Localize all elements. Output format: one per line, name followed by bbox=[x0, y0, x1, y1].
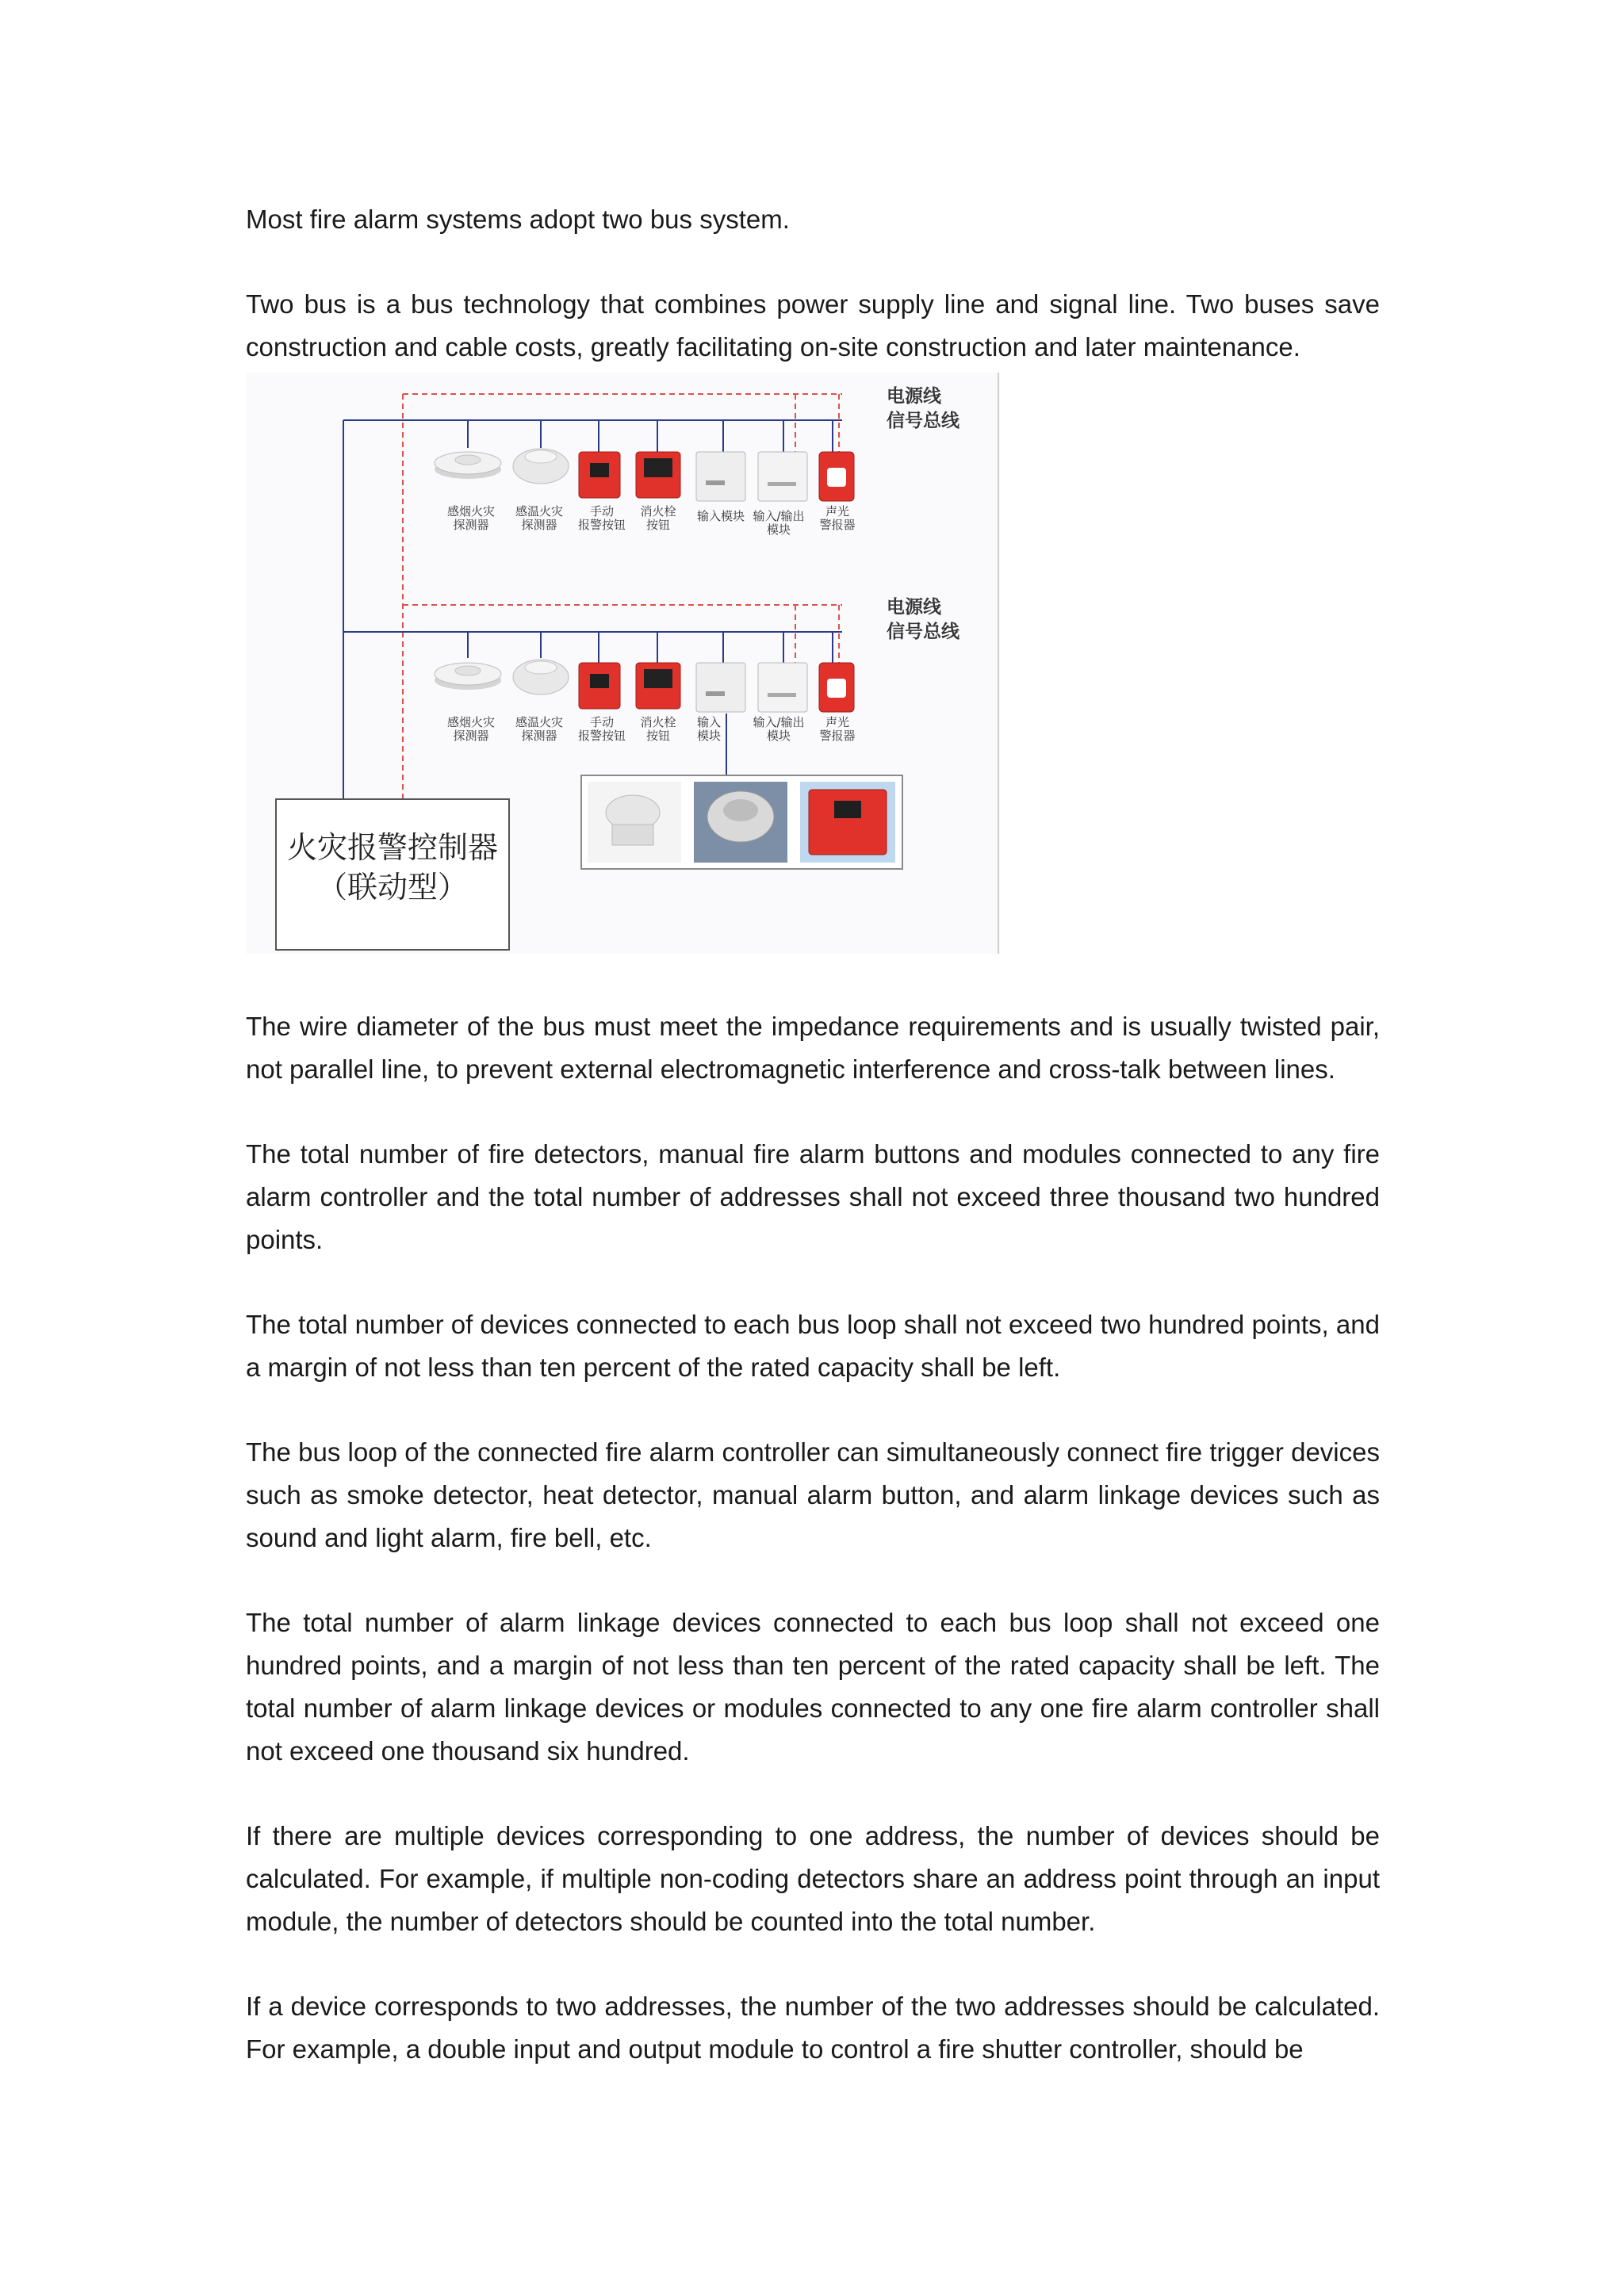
paragraph-5: The total number of devices connected to each bus loop shall not exceed two hundred points, and a margin of not less than ten percent of the rated capacity shall be left. bbox=[246, 1310, 1380, 1382]
svg-text:警报器: 警报器 bbox=[819, 729, 856, 743]
paragraph-7: The total number of alarm linkage devices connected to each bus loop shall not exceed one hundred points, and a margin of not less than ten percent of the rated capacity shall be left. The total number of alarm linkage devices or modules connected to any one fire alarm controller shall not exceed one thousand six hundred. bbox=[246, 1608, 1380, 1766]
hydrant-button-icon bbox=[636, 663, 680, 709]
svg-text:消火栓: 消火栓 bbox=[640, 504, 676, 519]
svg-text:探测器: 探测器 bbox=[453, 518, 489, 532]
paragraph-2: Two bus is a bus technology that combines power supply line and signal line. Two buses save construction and cable costs, greatly facilitating on-site construction and later maintenance. bbox=[246, 289, 1380, 362]
manual-alarm-button-icon bbox=[579, 663, 620, 709]
sound-light-alarm-icon bbox=[819, 452, 854, 501]
controller-label-line1: 火灾报警控制器 bbox=[286, 830, 499, 865]
row1-signal-bus-label: 信号总线 bbox=[887, 411, 959, 431]
svg-text:报警按钮: 报警按钮 bbox=[577, 729, 626, 743]
svg-text:探测器: 探测器 bbox=[453, 729, 489, 743]
svg-text:探测器: 探测器 bbox=[521, 729, 557, 743]
svg-text:手动: 手动 bbox=[589, 504, 615, 519]
svg-text:报警按钮: 报警按钮 bbox=[577, 518, 626, 532]
non-coding-detectors-box bbox=[581, 775, 902, 869]
smoke-detector-icon bbox=[435, 663, 501, 690]
svg-text:按钮: 按钮 bbox=[645, 518, 671, 532]
svg-text:输入: 输入 bbox=[696, 715, 722, 729]
controller-label-line2: （联动型） bbox=[316, 870, 469, 905]
svg-text:消火栓: 消火栓 bbox=[640, 715, 676, 729]
svg-text:输入/输出: 输入/输出 bbox=[753, 509, 805, 523]
svg-text:感烟火灾: 感烟火灾 bbox=[446, 504, 496, 519]
input-output-module-icon bbox=[758, 663, 807, 712]
sound-light-alarm-icon bbox=[819, 663, 854, 712]
svg-text:手动: 手动 bbox=[589, 715, 615, 729]
paragraph-4: The total number of fire detectors, manual fire alarm buttons and modules connected to any fire alarm controller and the total number of addresses shall not exceed three thousand two hundred points. bbox=[246, 1139, 1380, 1254]
row2-signal-bus-label: 信号总线 bbox=[887, 622, 959, 642]
smoke-detector-icon bbox=[435, 452, 501, 479]
row1-power-line-label: 电源线 bbox=[887, 386, 941, 407]
svg-text:感温火灾: 感温火灾 bbox=[515, 504, 564, 519]
svg-text:声光: 声光 bbox=[825, 715, 850, 729]
paragraph-6: The bus loop of the connected fire alarm controller can simultaneously connect fire trigger devices such as smoke detector, heat detector, manual alarm button, and alarm linkage devices such as sound and light alarm, fire bell, etc. bbox=[246, 1437, 1380, 1552]
svg-text:按钮: 按钮 bbox=[645, 729, 671, 743]
two-bus-wiring-diagram bbox=[246, 373, 1000, 954]
svg-text:感温火灾: 感温火灾 bbox=[515, 715, 564, 729]
paragraph-9: If a device corresponds to two addresses, the number of the two addresses should be calculated. For example, a double input and output module to control a fire shutter controller, should be bbox=[246, 1992, 1380, 2064]
input-module-icon bbox=[696, 663, 745, 712]
hydrant-button-icon bbox=[636, 452, 680, 498]
row2-power-line-label: 电源线 bbox=[887, 597, 941, 618]
svg-text:感烟火灾: 感烟火灾 bbox=[446, 715, 496, 729]
svg-text:输入/输出: 输入/输出 bbox=[753, 715, 805, 729]
paragraph-3: The wire diameter of the bus must meet the impedance requirements and is usually twisted pair, not parallel line, to prevent external electromagnetic interference and cross-talk between lines. bbox=[246, 1012, 1380, 1084]
svg-text:模块: 模块 bbox=[766, 729, 791, 743]
paragraph-8: If there are multiple devices corresponding to one address, the number of devices should be calculated. For example, if multiple non-coding detectors share an address point through an input module, the number of detectors should be counted into the total number. bbox=[246, 1821, 1380, 1936]
heat-detector-icon bbox=[513, 660, 569, 695]
input-output-module-icon bbox=[758, 452, 807, 501]
paragraph-1: Most fire alarm systems adopt two bus system. bbox=[246, 205, 790, 234]
manual-alarm-button-icon bbox=[579, 452, 620, 498]
svg-text:警报器: 警报器 bbox=[819, 518, 856, 532]
heat-detector-icon bbox=[513, 449, 569, 484]
input-module-icon bbox=[696, 452, 745, 501]
svg-text:声光: 声光 bbox=[825, 504, 850, 519]
svg-text:输入模块: 输入模块 bbox=[696, 509, 745, 523]
fire-alarm-controller-box bbox=[276, 799, 509, 950]
svg-text:模块: 模块 bbox=[766, 522, 791, 537]
svg-text:探测器: 探测器 bbox=[521, 518, 557, 532]
svg-text:模块: 模块 bbox=[696, 729, 722, 743]
